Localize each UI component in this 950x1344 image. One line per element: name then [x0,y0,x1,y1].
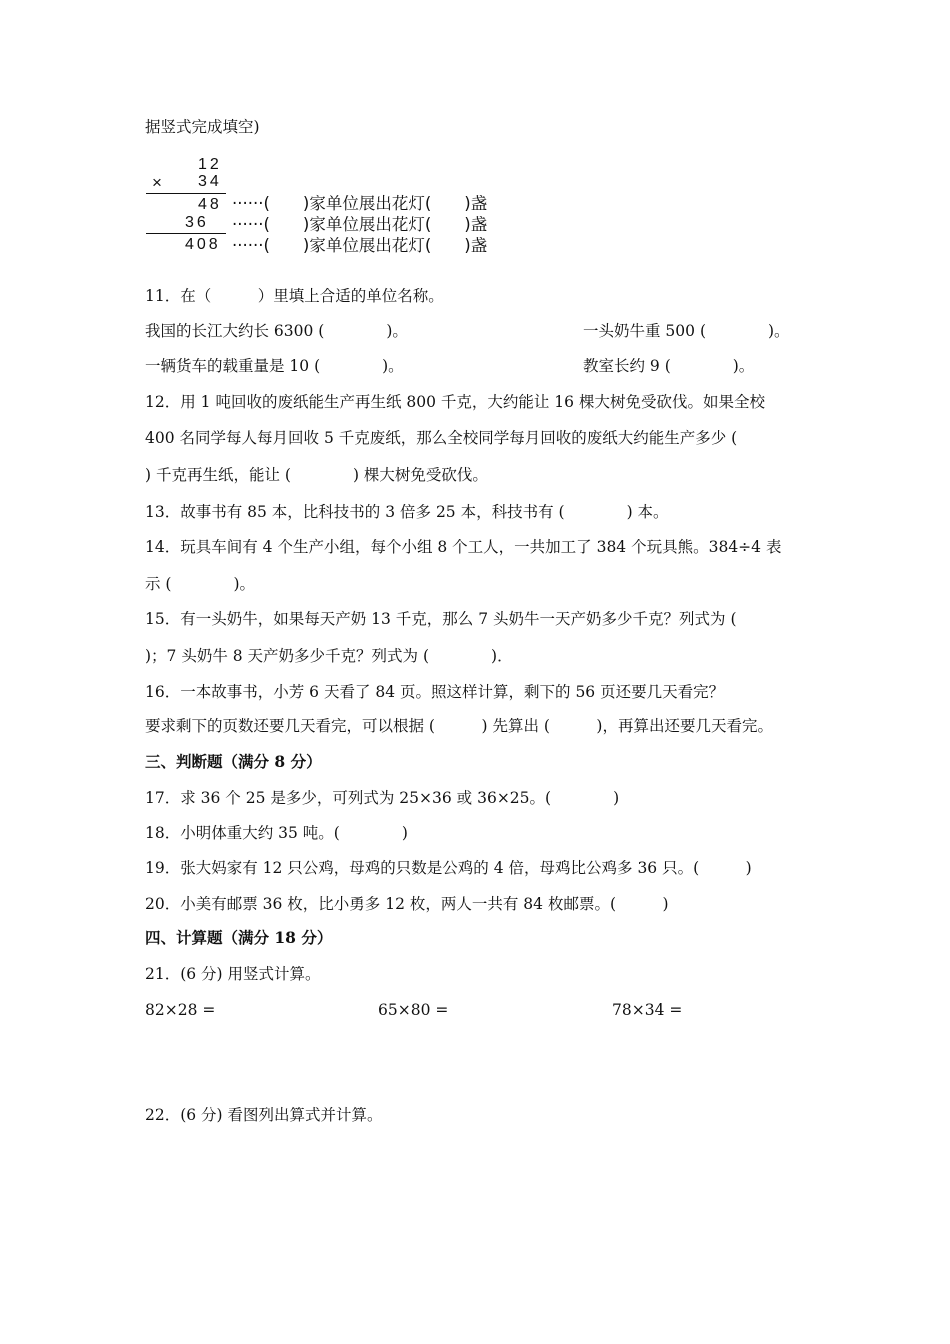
section-3-heading: 三、判断题（满分 8 分） [145,752,322,771]
question-22: 22．(6 分) 看图列出算式并计算。 [145,1106,383,1124]
question-11-d: 教室长约 9 ( )。 [583,357,755,375]
blank-row-3: ······( )家单位展出花灯( )盏 [232,236,488,255]
partial-2: 36 [185,214,209,231]
partial-1: 48 [198,196,222,213]
question-15-line-2: )；7 头奶牛 8 天产奶多少千克？列式为 ( )． [145,647,513,665]
question-12-line-2: 400 名同学每人每月回收 5 千克废纸，那么全校同学每月回收的废纸大约能生产多少 ( [145,429,738,447]
product: 408 [185,236,221,253]
question-20: 20．小美有邮票 36 枚，比小勇多 12 枚，两人一共有 84 枚邮票。( ) [145,895,669,913]
blank-row-2: ······( )家单位展出花灯( )盏 [232,215,488,234]
question-18: 18．小明体重大约 35 吨。( ) [145,824,408,842]
question-16-line-1: 16．一本故事书，小芳 6 天看了 84 页。照这样计算，剩下的 56 页还要几天看完？ [145,683,725,701]
calc-item-3: 78×34 = [612,1001,683,1019]
question-17: 17．求 36 个 25 是多少，可列式为 25×36 或 36×25。( ) [145,789,620,807]
question-21: 21．(6 分) 用竖式计算。 [145,965,321,983]
question-13: 13．故事书有 85 本，比科技书的 3 倍多 25 本，科技书有 ( ) 本。 [145,503,669,521]
question-12-line-3: ) 千克再生纸，能让 ( ) 棵大树免受砍伐。 [145,466,488,484]
question-11-b: 一头奶牛重 500 ( )。 [583,322,790,340]
multiplicand: 12 [198,156,222,173]
question-11-a: 我国的长江大约长 6300 ( )。 [145,322,408,340]
question-11: 11．在（ ）里填上合适的单位名称。 [145,287,444,305]
calc-item-1: 82×28 = [145,1001,216,1019]
blank-row-1: ······( )家单位展出花灯( )盏 [232,194,488,213]
question-15-line-1: 15．有一头奶牛，如果每天产奶 13 千克，那么 7 头奶牛一天产奶多少千克？列式为 ( [145,610,737,628]
question-14-line-2: 示 ( )。 [145,575,256,593]
question-19: 19．张大妈家有 12 只公鸡，母鸡的只数是公鸡的 4 倍，母鸡比公鸡多 36 只。( ) [145,859,752,877]
question-11-c: 一辆货车的载重量是 10 ( )。 [145,357,404,375]
question-14-line-1: 14．玩具车间有 4 个生产小组，每个小组 8 个工人，一共加工了 384 个玩具熊。384÷4 表 [145,538,782,556]
question-12-line-1: 12．用 1 吨回收的废纸能生产再生纸 800 千克，大约能让 16 棵大树免受砍伐。如果全校 [145,393,765,411]
section-4-heading: 四、计算题（满分 18 分） [145,928,333,947]
question-16-line-2: 要求剩下的页数还要几天看完，可以根据 ( ) 先算出 ( )，再算出还要几天看完。 [145,717,773,735]
times-sign: × [152,173,162,192]
multiplier: 34 [198,173,222,190]
intro-text: 据竖式完成填空) [145,118,260,136]
rule-2 [146,233,226,234]
rule-1 [146,193,226,194]
calc-item-2: 65×80 = [378,1001,449,1019]
